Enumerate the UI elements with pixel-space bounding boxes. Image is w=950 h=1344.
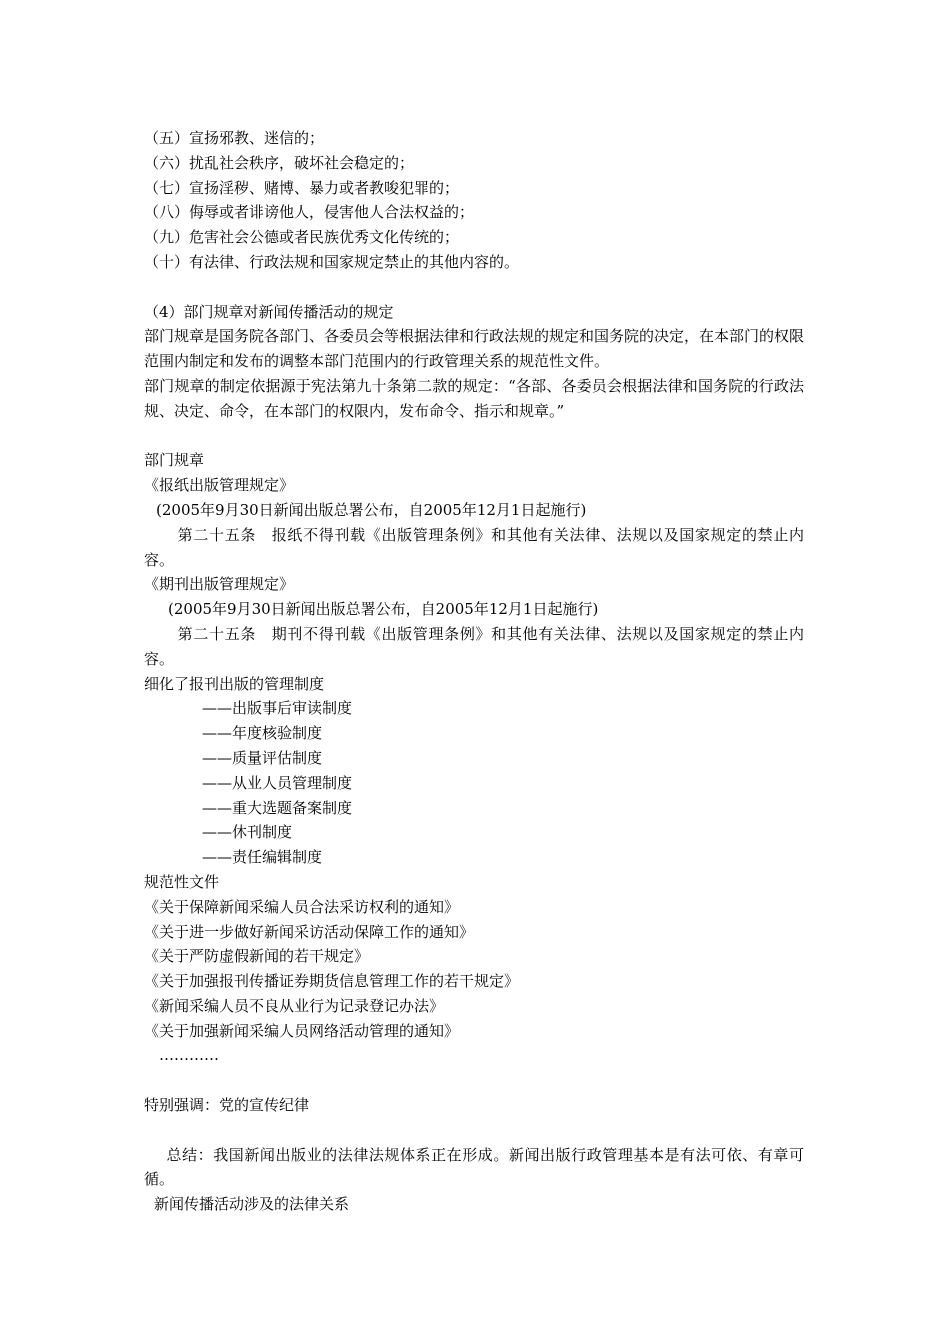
list-item: 《新闻采编人员不良从业行为记录登记办法》	[144, 996, 445, 1015]
list-item: ——年度核验制度	[202, 724, 323, 743]
systems-heading: 细化了报刊出版的管理制度	[144, 674, 325, 693]
regulation-title: 《期刊出版管理规定》	[144, 575, 295, 594]
emphasis-line: 特别强调：党的宣传纪律	[144, 1096, 310, 1115]
regulation-date: (2005年9月30日新闻出版总署公布，自2005年12月1日起施行)	[168, 600, 599, 619]
list-item: 《关于进一步做好新闻采访活动保障工作的通知》	[144, 922, 475, 941]
regulation-date: (2005年9月30日新闻出版总署公布，自2005年12月1日起施行)	[156, 500, 587, 519]
list-item: （八）侮辱或者诽谤他人，侵害他人合法权益的；	[144, 203, 475, 222]
list-item: （九）危害社会公德或者民族优秀文化传统的；	[144, 228, 460, 247]
list-item: （七）宣扬淫秽、赌博、暴力或者教唆犯罪的；	[144, 178, 460, 197]
list-item: ——重大选题备案制度	[202, 798, 353, 817]
ellipsis: …………	[159, 1046, 219, 1065]
rules-heading: 部门规章	[144, 451, 205, 470]
list-item: ——出版事后审读制度	[202, 699, 353, 718]
regulation-article: 第二十五条 期刊不得刊载《出版管理条例》和其他有关法律、法规以及国家规定的禁止内容。	[144, 624, 804, 668]
list-item: （五）宣扬邪教、迷信的；	[144, 129, 325, 147]
list-item: 《关于加强报刊传播证券期货信息管理工作的若干规定》	[144, 972, 520, 991]
paragraph: 部门规章是国务院各部门、各委员会等根据法律和行政法规的规定和国务院的决定，在本部门的权限范围内制定和发布的调整本部门范围内的行政管理关系的规范性文件。	[144, 327, 805, 371]
list-item: （六）扰乱社会秩序，破坏社会稳定的；	[144, 153, 415, 172]
blank-line	[144, 275, 804, 300]
list-item: ——休刊制度	[202, 823, 293, 842]
normative-heading: 规范性文件	[144, 872, 220, 891]
list-item: ——质量评估制度	[202, 748, 323, 767]
list-item: ——责任编辑制度	[202, 848, 323, 867]
blank-line	[144, 1118, 804, 1143]
list-item: 《关于保障新闻采编人员合法采访权利的通知》	[144, 897, 460, 916]
list-item: ——从业人员管理制度	[202, 773, 353, 792]
list-item: 《关于严防虚假新闻的若干规定》	[144, 947, 370, 966]
regulation-title: 《报纸出版管理规定》	[144, 476, 295, 495]
paragraph: 部门规章的制定依据源于宪法第九十条第二款的规定：“各部、各委员会根据法律和国务院的行政法规、决定、命令，在本部门的权限内，发布命令、指示和规章。”	[144, 376, 804, 420]
closing-line: 新闻传播活动涉及的法律关系	[154, 1195, 350, 1214]
blank-line	[144, 424, 804, 449]
document-body	[144, 126, 804, 1217]
blank-line	[144, 1068, 804, 1093]
regulation-article: 第二十五条 报纸不得刊载《出版管理条例》和其他有关法律、法规以及国家规定的禁止内容。	[144, 525, 804, 569]
list-item: （十）有法律、行政法规和国家规定禁止的其他内容的。	[144, 252, 520, 271]
section-heading: （4）部门规章对新闻传播活动的规定	[144, 302, 394, 321]
summary-paragraph: 总结：我国新闻出版业的法律法规体系正在形成。新闻出版行政管理基本是有法可依、有章可循。	[144, 1145, 804, 1189]
list-item: 《关于加强新闻采编人员网络活动管理的通知》	[144, 1021, 460, 1040]
